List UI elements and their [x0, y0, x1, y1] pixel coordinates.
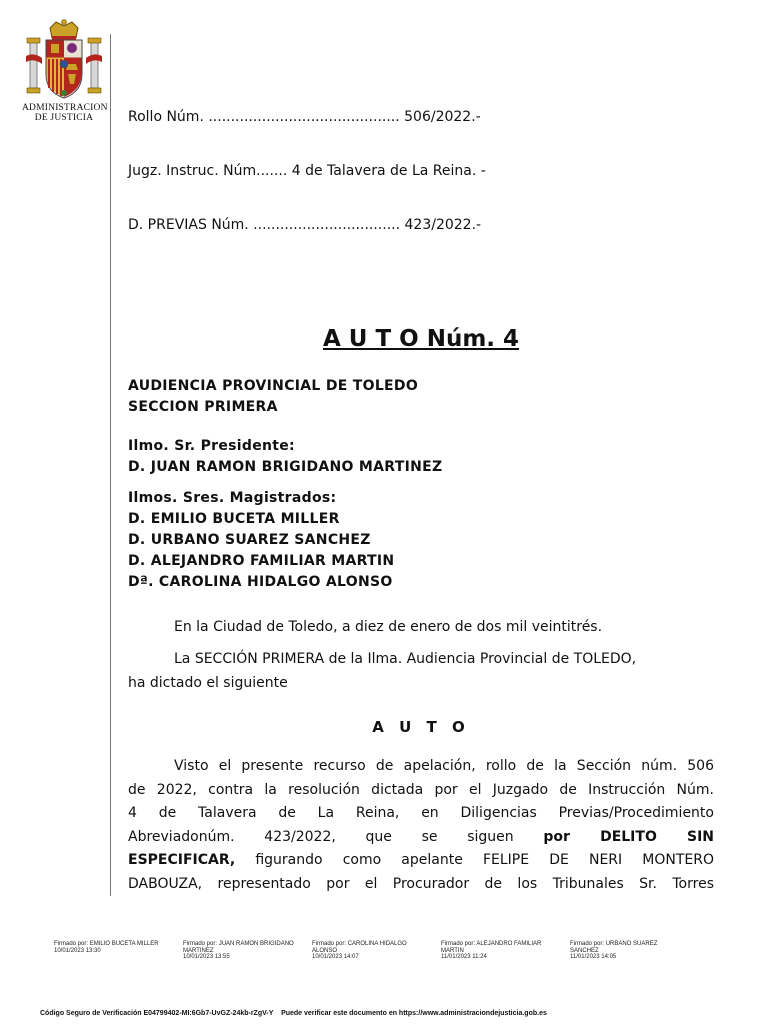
magistrate-name: Dª. CAROLINA HIDALGO ALONSO — [128, 574, 393, 590]
verification-link[interactable]: Puede verificar este documento en https://www.administraciondejusticia.gob.es — [281, 1010, 547, 1017]
signature-block — [183, 941, 294, 961]
signature-label: Firmado por: — [441, 941, 476, 947]
signer-name: JUAN RAMON BRIGIDANO — [218, 941, 294, 947]
place-date-paragraph: En la Ciudad de Toledo, a diez de enero de dos mil veintitrés. — [174, 619, 603, 635]
president-name: D. JUAN RAMON BRIGIDANO MARTINEZ — [128, 459, 443, 475]
signer-name-continued: MARTINEZ — [183, 947, 214, 954]
signature-date: 10/01/2023 14:07 — [312, 954, 359, 960]
body-line — [128, 849, 714, 873]
magistrate-name: D. ALEJANDRO FAMILIAR MARTIN — [128, 553, 395, 569]
body-line: DABOUZA, representado por el Procurador de los Tribunales Sr. Torres — [128, 875, 714, 892]
body-line: Visto el presente recurso de apelación, rollo de la Sección núm. 506 — [174, 758, 714, 774]
court-section: SECCION PRIMERA — [128, 399, 278, 415]
signature-label: Firmado por: — [54, 941, 89, 947]
signature-date: 10/01/2023 13:55 — [183, 954, 230, 960]
rollo-reference: Rollo Núm. ........................................... 506/2022.- — [128, 109, 481, 125]
body-line — [128, 826, 714, 850]
magistrate-name: D. URBANO SUAREZ SANCHEZ — [128, 532, 371, 548]
signer-name: URBANO SUAREZ — [605, 941, 658, 947]
signer-name: CAROLINA HIDALGO — [347, 941, 407, 947]
auto-heading: A U T O — [372, 718, 470, 736]
offense-bold-text: por DELITO SIN — [543, 828, 714, 845]
verification-code: Código Seguro de Verificación E04799402-MI:6Gb7-UvGZ-24kb-rZgV-Y — [40, 1010, 274, 1017]
signature-date: 11/01/2023 11:24 — [441, 954, 487, 960]
case-references — [128, 72, 486, 252]
signature-date: 10/01/2023 13:30 — [54, 947, 101, 954]
body-paragraph — [128, 755, 714, 896]
signer-name-continued: ALONSO — [312, 947, 338, 954]
signature-block — [570, 941, 657, 961]
section-line1: La SECCIÓN PRIMERA de la Ilma. Audiencia Provincial de TOLEDO, — [174, 651, 637, 667]
magistrate-name: D. EMILIO BUCETA MILLER — [128, 511, 340, 527]
signature-block — [441, 941, 541, 961]
signature-label: Firmado por: — [570, 941, 605, 947]
body-text-segment: figurando como apelante FELIPE DE NERI MONTERO — [235, 852, 714, 868]
seal-text-line2: DE JUSTICIA — [34, 113, 94, 123]
president-label: Ilmo. Sr. Presidente: — [128, 438, 295, 454]
verification-footer — [40, 1010, 547, 1017]
magistrates-block — [128, 488, 394, 593]
signer-name-continued: MARTIN — [441, 947, 464, 954]
coat-of-arms-icon — [22, 18, 106, 102]
previas-reference: D. PREVIAS Núm. ................................. 423/2022.- — [128, 217, 482, 233]
signature-block — [54, 941, 159, 954]
magistrates-label: Ilmos. Sres. Magistrados: — [128, 490, 337, 506]
signer-name: EMILIO BUCETA MILLER — [89, 941, 159, 947]
signer-name-continued: SANCHEZ — [570, 947, 599, 954]
document-title: A U T O Núm. 4 — [322, 326, 520, 352]
body-line: de 2022, contra la resolución dictada por el Juzgado de Instrucción Núm. — [128, 781, 714, 798]
president-block — [128, 436, 442, 478]
signature-label: Firmado por: — [183, 941, 218, 947]
signature-date: 11/01/2023 14:05 — [570, 954, 617, 960]
margin-rule — [110, 34, 111, 896]
signature-label: Firmado por: — [312, 941, 347, 947]
coat-of-arms-seal — [22, 18, 106, 123]
section-line2: ha dictado el siguiente — [128, 675, 288, 691]
court-block — [128, 376, 418, 418]
section-paragraph — [128, 647, 714, 695]
juzgado-reference: Jugz. Instruc. Núm....... 4 de Talavera de La Reina. - — [128, 163, 486, 179]
signature-block — [312, 941, 407, 961]
body-text-segment: Abreviadonúm. 423/2022, que se siguen — [128, 828, 544, 845]
signer-name: ALEJANDRO FAMILIAR — [476, 941, 542, 947]
body-line: 4 de Talavera de La Reina, en Diligencias Previas/Procedimiento — [128, 805, 714, 821]
court-name: AUDIENCIA PROVINCIAL DE TOLEDO — [128, 378, 419, 394]
seal-text-line1: ADMINISTRACION — [22, 103, 108, 113]
offense-bold-text: ESPECIFICAR, — [128, 852, 236, 868]
